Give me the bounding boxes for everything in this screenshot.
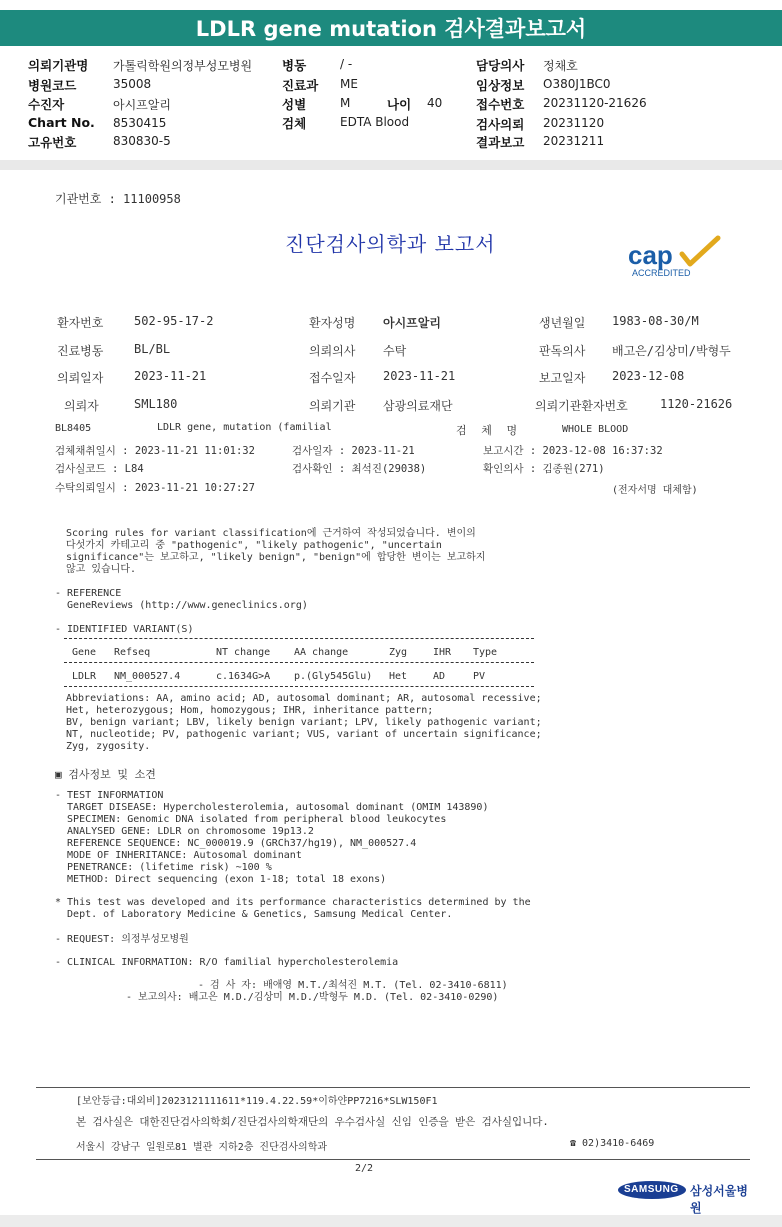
footer-bottom-rule <box>36 1159 750 1160</box>
cell-ihr: AD <box>433 671 446 682</box>
samsung-brand-text: SAMSUNG <box>624 1184 679 1195</box>
security-line: [보안등급:대외비]2023121111611*119.4.22.59*이하얀PP7216*SLW150F1 <box>76 1096 438 1107</box>
col-refseq: Refseq <box>114 647 151 658</box>
report-time: 보고시간 : 2023-12-08 16:37:32 <box>483 445 663 457</box>
unique-label: 고유번호 <box>28 135 77 150</box>
row2-value2: 수탁 <box>383 344 407 358</box>
row3-label3: 보고일자 <box>539 371 586 385</box>
request-datetime: 수탁의뢰일시 : 2023-11-21 10:27:27 <box>55 482 255 494</box>
row1-label2: 환자성명 <box>309 316 356 330</box>
row3-label2: 접수일자 <box>309 371 356 385</box>
tester-signature: - 검 사 자: 배애영 M.T./최석진 M.T. (Tel. 02-3410-6811) <box>198 980 508 991</box>
row4-value2: 삼광의료재단 <box>383 399 453 413</box>
clinical-value: O380J1BC0 <box>543 77 611 91</box>
row2-label3: 판독의사 <box>539 344 586 358</box>
request-value: 20231120 <box>543 116 605 130</box>
specimen-name-value: WHOLE BLOOD <box>562 424 629 435</box>
confirm-doctor: 확인의사 : 김종원(271) <box>483 463 605 475</box>
cell-type: PV <box>473 671 486 682</box>
cell-gene: LDLR <box>72 671 97 682</box>
abbreviations-text: Abbreviations: AA, amino acid; AD, autosomal dominant; AR, autosomal recessive; Het, heterozygous; Hom, homozygous; IHR, inheritance pattern; BV, benign variant; LBV, likely benign variant; LPV, likely pathogenic variant; NT, nucleotide; PV, pathogenic variant; VUS, variant of uncertain significance; Zyg, zygosity. <box>66 693 542 752</box>
specimen-value: EDTA Blood <box>340 115 410 129</box>
hospital-value: 가톨릭학원의정부성모병원 <box>113 59 253 73</box>
report-date-value: 20231211 <box>543 134 605 148</box>
dept-value: ME <box>340 77 358 91</box>
e-signature-note: (전자서명 대체함) <box>612 485 698 496</box>
request-label: 검사의뢰 <box>476 117 525 132</box>
specimen-name-label: 검 체 명 <box>456 424 522 437</box>
accredited-text: ACCREDITED <box>632 268 691 278</box>
hospital-logo-text: 삼성서울병원 <box>690 1184 748 1215</box>
separator-band <box>0 160 782 170</box>
row4-label3: 의뢰기관환자번호 <box>535 399 628 413</box>
sex-value: M <box>340 96 351 110</box>
row4-value1: SML180 <box>134 397 178 411</box>
age-value: 40 <box>427 96 443 110</box>
col-nt-change: NT change <box>216 647 271 658</box>
row3-value3: 2023-12-08 <box>612 369 685 383</box>
row3-value2: 2023-11-21 <box>383 369 456 383</box>
test-information-text: - TEST INFORMATION TARGET DISEASE: Hypercholesterolemia, autosomal dominant (OMIM 143890) SPECIMEN: Genomic DNA isolated from peripheral blood leukocytes ANALYSED GENE: LDLR on chromosome 19p13.2 REFERENCE SEQUENCE: NC_000019.9 (GRCh37/hg19), NM_000527.4 MODE OF INHERITANCE: Autosomal dominant PENETRANCE: (lifetime risk) ~100 % METHOD: Direct sequencing (exon 1-18; total 18 exons) <box>55 790 489 885</box>
row1-value1: 502-95-17-2 <box>134 314 214 328</box>
certification-line: 본 검사실은 대한진단검사의학회/진단검사의학재단의 우수검사실 신임 인증을 받은 검사실입니다. <box>76 1116 549 1128</box>
footer-top-rule <box>36 1087 750 1088</box>
test-date: 검사일자 : 2023-11-21 <box>292 445 415 457</box>
sex-label: 성별 <box>282 97 307 112</box>
collection-datetime: 검체채취일시 : 2023-11-21 11:01:32 <box>55 445 255 457</box>
table-bottom-rule <box>64 686 534 687</box>
cap-accredited-logo <box>624 234 724 280</box>
chart-value: 8530415 <box>113 116 167 130</box>
specimen-label: 검체 <box>282 116 307 131</box>
clinical-label: 임상정보 <box>476 78 525 93</box>
row2-label2: 의뢰의사 <box>309 344 356 358</box>
col-gene: Gene <box>72 647 97 658</box>
cap-logo-text: cap <box>628 240 673 270</box>
table-header-rule <box>64 662 534 663</box>
doctor-value: 정채호 <box>543 59 578 73</box>
row1-label3: 생년월일 <box>539 316 586 330</box>
note-text: * This test was developed and its performance characteristics determined by the Dept. of Laboratory Medicine & Genetics, Samsung Medical Center. <box>55 897 531 920</box>
identified-variants-heading: - IDENTIFIED VARIANT(S) <box>55 624 194 635</box>
table-top-rule <box>64 638 534 639</box>
row4-value3: 1120-21626 <box>660 397 733 411</box>
dept-label: 진료과 <box>282 78 319 93</box>
row2-value3: 배고은/김상미/박형두 <box>612 344 731 358</box>
reference-text: - REFERENCE GeneReviews (http://www.geneclinics.org) <box>55 588 308 611</box>
cell-nt-change: c.1634G>A <box>216 671 271 682</box>
col-zyg: Zyg <box>389 647 408 658</box>
request-line: - REQUEST: 의정부성모병원 <box>55 934 189 945</box>
page-number: 2/2 <box>355 1163 374 1174</box>
test-confirm: 검사확인 : 최석진(29038) <box>292 463 427 475</box>
row1-value3: 1983-08-30/M <box>612 314 699 328</box>
chart-label: Chart No. <box>28 115 95 130</box>
test-name: LDLR gene, mutation (familial <box>157 422 332 433</box>
cell-zyg: Het <box>389 671 408 682</box>
row1-value2: 아시프알리 <box>383 316 441 330</box>
row3-value1: 2023-11-21 <box>134 369 207 383</box>
row2-value1: BL/BL <box>134 342 171 356</box>
ward-value: / - <box>340 57 353 71</box>
clinical-info-line: - CLINICAL INFORMATION: R/O familial hypercholesterolemia <box>55 957 399 968</box>
row3-label1: 의뢰일자 <box>57 371 104 385</box>
report-date-label: 결과보고 <box>476 135 525 150</box>
report-title-bar <box>0 10 782 46</box>
code-label: 병원코드 <box>28 78 77 93</box>
phone-line: ☎ 02)3410-6469 <box>570 1138 655 1149</box>
scoring-rules-text: Scoring rules for variant classification에 근거하여 작성되었습니다. 변이의 다섯가지 카테고리 중 "pathogenic", "likely pathogenic", "uncertain significance"는 보고하고, "likely benign", "benign"에 합당한 변이는 보고하지 않고 있습니다. <box>66 528 486 575</box>
patient-label: 수진자 <box>28 97 65 112</box>
lab-code: 검사실코드 : L84 <box>55 463 144 475</box>
code-value: 35008 <box>113 77 152 91</box>
cell-aa-change: p.(Gly545Glu) <box>294 671 373 682</box>
col-aa-change: AA change <box>294 647 349 658</box>
cell-refseq: NM_000527.4 <box>114 671 181 682</box>
row4-label2: 의뢰기관 <box>309 399 356 413</box>
hospital-label: 의뢰기관명 <box>28 58 89 73</box>
ward-label: 병동 <box>282 58 307 73</box>
reception-value: 20231120-21626 <box>543 96 647 110</box>
col-type: Type <box>473 647 498 658</box>
report-title: LDLR gene mutation 검사결과보고서 <box>195 17 587 41</box>
hospital-logo <box>618 1179 758 1215</box>
unique-value: 830830-5 <box>113 134 171 148</box>
test-code: BL8405 <box>55 423 92 434</box>
reporter-signature: - 보고의사: 배고은 M.D./김상미 M.D./박형두 M.D. (Tel. 02-3410-0290) <box>126 992 499 1003</box>
doctor-label: 담당의사 <box>476 58 525 73</box>
bottom-band <box>0 1215 782 1227</box>
institution-number: 기관번호 : 11100958 <box>55 192 181 206</box>
age-label: 나이 <box>387 97 412 112</box>
row2-label1: 진료병동 <box>57 344 104 358</box>
reception-label: 접수번호 <box>476 97 525 112</box>
col-ihr: IHR <box>433 647 452 658</box>
document-title: 진단검사의학과 보고서 <box>285 232 496 256</box>
row4-label1: 의뢰자 <box>64 399 99 413</box>
address-line: 서울시 강남구 일원로81 별관 지하2층 진단검사의학과 <box>76 1142 328 1153</box>
section-heading-test-info: ▣ 검사정보 및 소견 <box>55 768 156 781</box>
row1-label1: 환자번호 <box>57 316 104 330</box>
patient-value: 아시프알리 <box>113 98 171 112</box>
